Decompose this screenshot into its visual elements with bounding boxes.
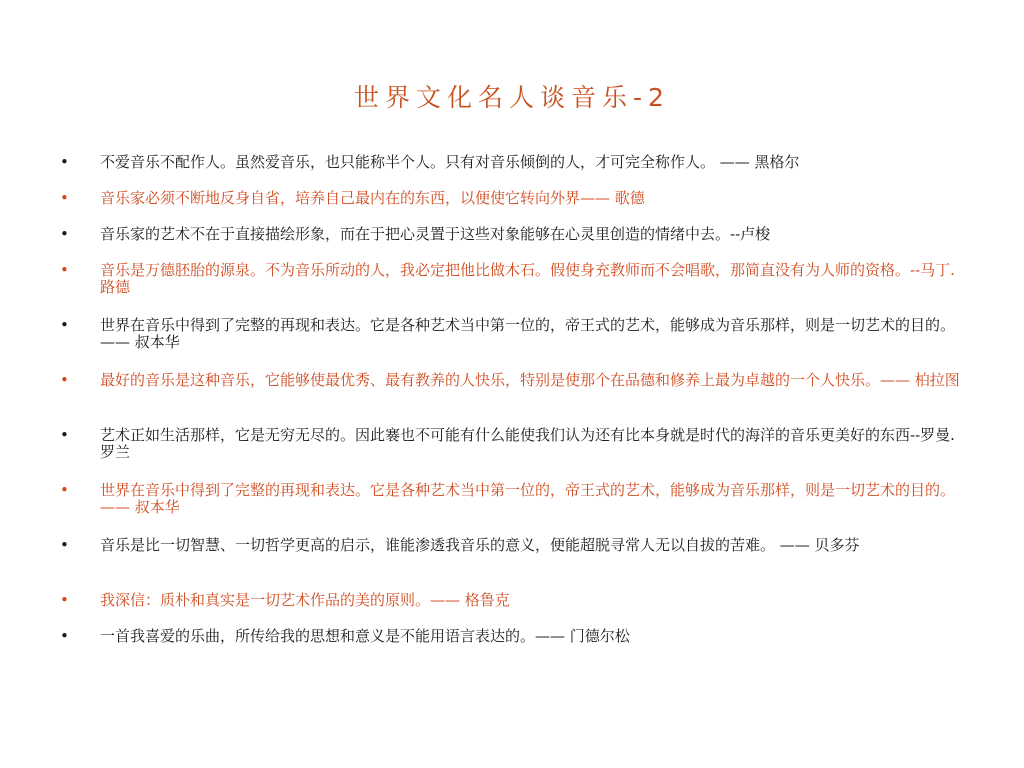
quote-text: 世界在音乐中得到了完整的再现和表达。它是各种艺术当中第一位的，帝王式的艺术，能够成为音乐那样，则是一切艺术的目的。—— 叔本华 [100,481,956,516]
slide-title: 世界文化名人谈音乐-2 [354,83,670,112]
quote-list [60,154,960,664]
quote-text: 音乐家的艺术不在于直接描绘形象，而在于把心灵置于这些对象能够在心灵里创造的情绪中去。--卢梭 [100,225,771,243]
quote-item [60,537,960,571]
bullet-icon: • [60,261,69,279]
quote-item [60,592,960,613]
quote-text: 最好的音乐是这种音乐，它能够使最优秀、最有教养的人快乐，特别是使那个在品德和修养上最为卓越的一个人快乐。—— 柏拉图 [100,371,960,389]
quote-item [60,226,960,247]
bullet-icon: • [60,536,69,554]
quote-text: 我深信：质朴和真实是一切艺术作品的美的原则。—— 格鲁克 [100,591,510,609]
bullet-icon: • [60,316,69,334]
quote-item [60,317,960,351]
bullet-icon: • [60,225,69,243]
quote-text: 音乐家必须不断地反身自省，培养自己最内在的东西，以便使它转向外界—— 歌德 [100,189,645,207]
bullet-icon: • [60,627,69,645]
quote-item [60,372,960,406]
quote-item [60,154,960,175]
bullet-icon: • [60,481,69,499]
bullet-icon: • [60,189,69,207]
quote-text: 艺术正如生活那样，它是无穷无尽的。因此褰也不可能有什么能使我们认为还有比本身就是时代的海洋的音乐更美好的东西--罗曼.罗兰 [100,426,955,461]
quote-text: 一首我喜爱的乐曲，所传给我的思想和意义是不能用语言表达的。—— 门德尔松 [100,627,630,645]
quote-text: 音乐是比一切智慧、一切哲学更高的启示，谁能渗透我音乐的意义，便能超脱寻常人无以自拔的苦难。 —— 贝多芬 [100,536,860,554]
bullet-icon: • [60,153,69,171]
quote-item [60,482,960,516]
quote-text: 音乐是万德胚胎的源泉。不为音乐所动的人，我必定把他比做木石。假使身充教师而不会唱歌，那简直没有为人师的资格。--马丁.路德 [100,261,955,296]
quote-item [60,262,960,296]
bullet-icon: • [60,426,69,444]
bullet-icon: • [60,591,69,609]
quote-text: 世界在音乐中得到了完整的再现和表达。它是各种艺术当中第一位的，帝王式的艺术，能够成为音乐那样，则是一切艺术的目的。 —— 叔本华 [100,316,956,351]
quote-text: 不爱音乐不配作人。虽然爱音乐，也只能称半个人。只有对音乐倾倒的人，才可完全称作人。 —— 黑格尔 [100,153,800,171]
quote-item [60,190,960,211]
bullet-icon: • [60,371,69,389]
quote-item [60,427,960,461]
quote-item [60,628,960,649]
